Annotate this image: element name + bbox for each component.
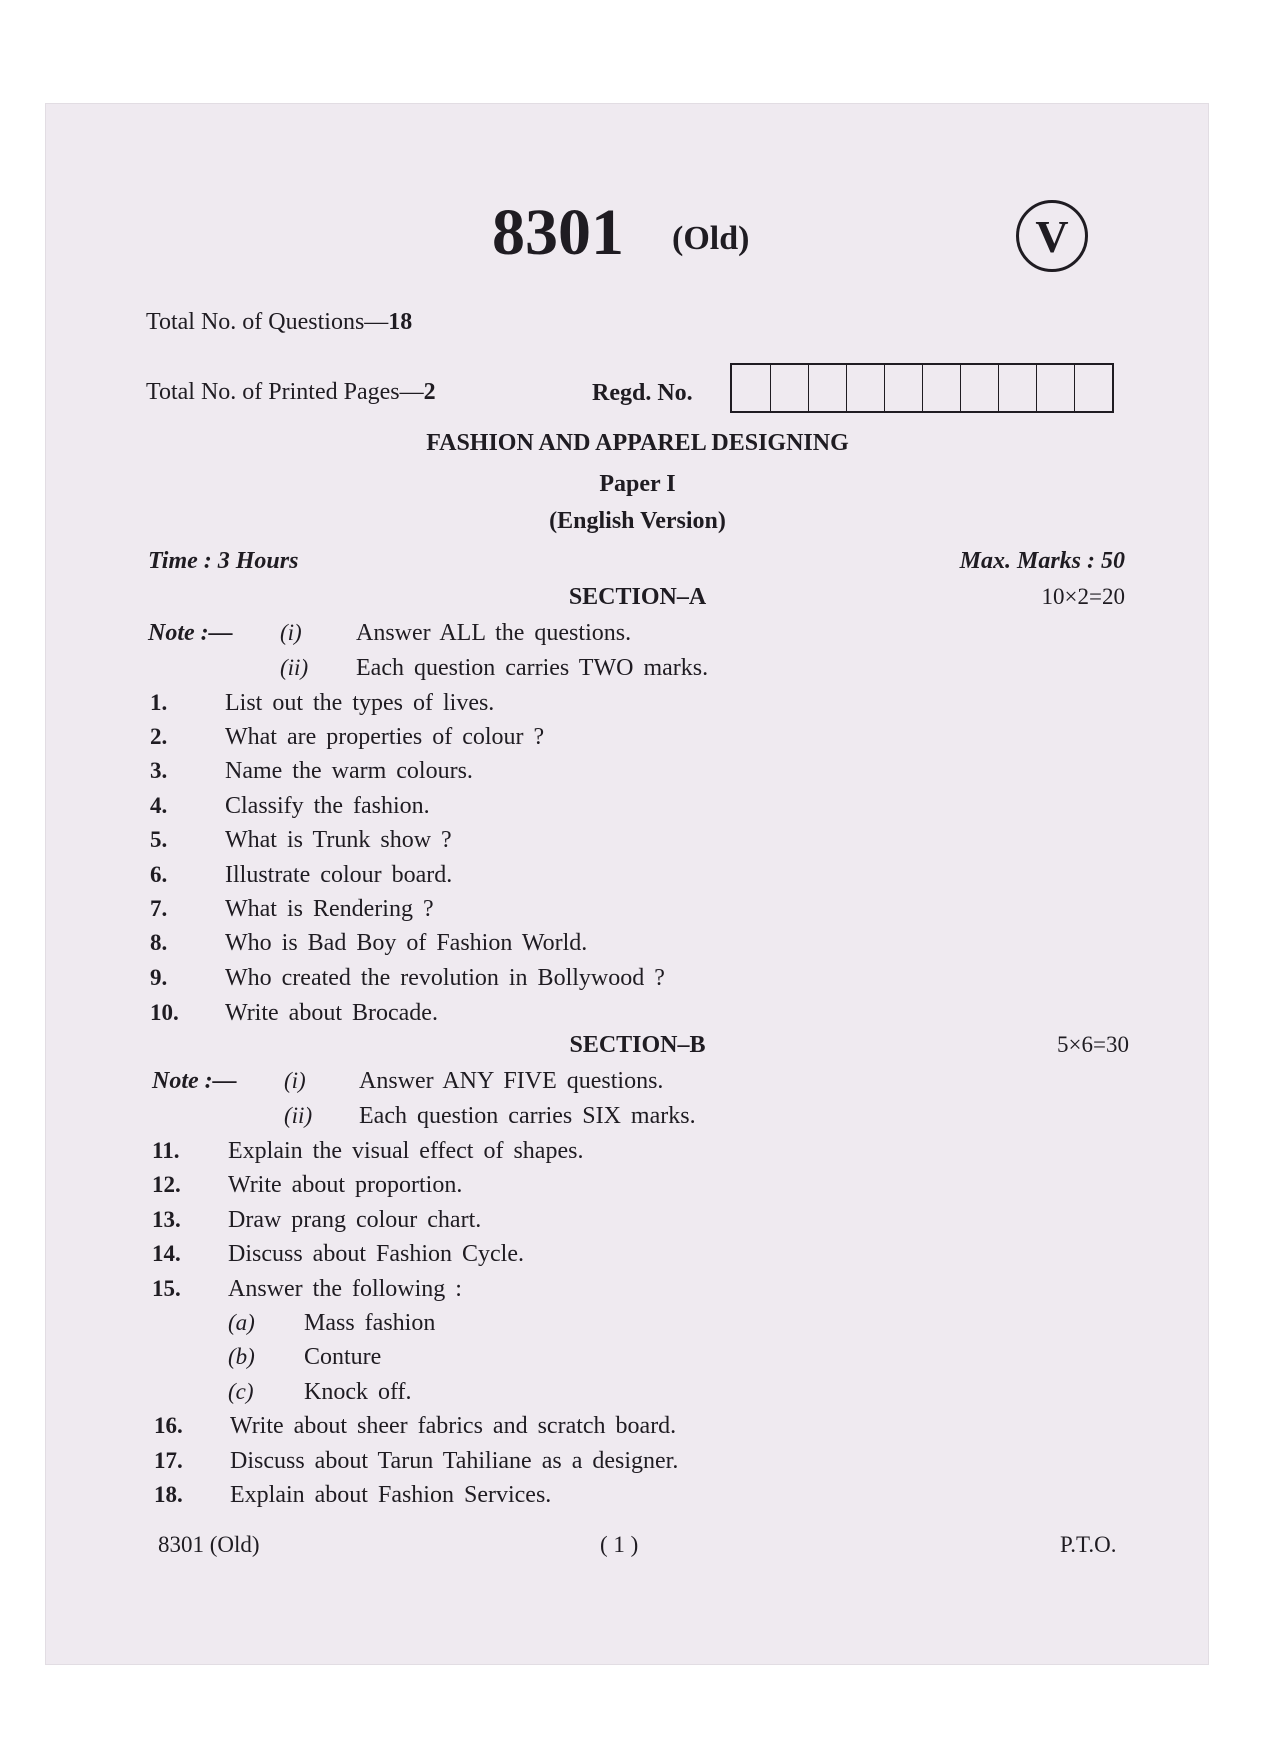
question-number: 14.: [152, 1241, 181, 1266]
version-mark: V: [1035, 210, 1069, 262]
subject-title: FASHION AND APPAREL DESIGNING: [426, 430, 849, 456]
regd-number-box[interactable]: [732, 365, 770, 411]
section-a-note-text: Each question carries TWO marks.: [356, 655, 709, 681]
question-number: 17.: [154, 1448, 183, 1473]
sub-question-label: (c): [228, 1379, 254, 1404]
section-b-note-num: (ii): [284, 1103, 313, 1128]
paper-code: 8301: [492, 196, 624, 269]
question-text: Answer the following :: [228, 1276, 462, 1302]
footer-page-number: ( 1 ): [600, 1532, 639, 1557]
question-number: 3.: [150, 758, 168, 783]
question-text: Draw prang colour chart.: [228, 1207, 482, 1233]
question-text: Explain about Fashion Services.: [230, 1482, 552, 1508]
question-text: What is Rendering ?: [225, 896, 434, 922]
question-text: Classify the fashion.: [225, 793, 430, 819]
regd-number-box[interactable]: [998, 365, 1036, 411]
question-text: Illustrate colour board.: [225, 862, 453, 888]
question-text: Discuss about Fashion Cycle.: [228, 1241, 524, 1267]
footer-pto: P.T.O.: [1060, 1532, 1117, 1557]
regd-label: Regd. No.: [592, 380, 693, 406]
section-b-note-label: Note :—: [152, 1068, 237, 1094]
sub-question-text: Knock off.: [304, 1379, 412, 1405]
section-b-note-text: Answer ANY FIVE questions.: [359, 1068, 664, 1094]
sub-question-label: (a): [228, 1310, 255, 1335]
section-a-note-text: Answer ALL the questions.: [356, 620, 632, 646]
section-b-note-num: (i): [284, 1068, 306, 1093]
question-text: List out the types of lives.: [225, 690, 495, 716]
question-number: 4.: [150, 793, 168, 818]
section-a-scheme: 10×2=20: [1041, 584, 1125, 609]
regd-number-box[interactable]: [884, 365, 922, 411]
question-text: Write about sheer fabrics and scratch board.: [230, 1413, 677, 1439]
sub-question-text: Conture: [304, 1344, 382, 1370]
question-number: 15.: [152, 1276, 181, 1301]
question-number: 18.: [154, 1482, 183, 1507]
total-pages: [146, 380, 436, 404]
question-number: 8.: [150, 930, 168, 955]
total-questions: [146, 310, 412, 334]
question-text: Who created the revolution in Bollywood ?: [225, 965, 665, 991]
regd-number-box[interactable]: [808, 365, 846, 411]
section-b-note-text: Each question carries SIX marks.: [359, 1103, 696, 1129]
question-text: Name the warm colours.: [225, 758, 473, 784]
regd-number-box[interactable]: [1036, 365, 1074, 411]
question-number: 6.: [150, 862, 168, 887]
sub-question-label: (b): [228, 1344, 255, 1369]
question-text: Write about Brocade.: [225, 1000, 438, 1026]
version-mark-circle: [1016, 200, 1088, 272]
regd-number-box[interactable]: [960, 365, 998, 411]
question-text: Write about proportion.: [228, 1172, 463, 1198]
question-text: What are properties of colour ?: [225, 724, 545, 750]
regd-number-box[interactable]: [922, 365, 960, 411]
question-number: 13.: [152, 1207, 181, 1232]
regd-number-box[interactable]: [770, 365, 808, 411]
section-a-note-label: Note :—: [148, 620, 233, 646]
language-version: (English Version): [549, 508, 726, 534]
section-a-note-num: (ii): [280, 655, 309, 680]
paper-number: Paper I: [599, 471, 676, 497]
question-number: 1.: [150, 690, 168, 715]
section-b-scheme: 5×6=30: [1057, 1032, 1129, 1057]
max-marks: Max. Marks : 50: [959, 548, 1125, 574]
total-questions-label: Total No. of Questions—: [146, 309, 389, 335]
question-text: Discuss about Tarun Tahiliane as a designer.: [230, 1448, 679, 1474]
regd-number-box[interactable]: [846, 365, 884, 411]
total-pages-label: Total No. of Printed Pages—: [146, 379, 424, 405]
sub-question-text: Mass fashion: [304, 1310, 436, 1336]
question-number: 16.: [154, 1413, 183, 1438]
question-text: Explain the visual effect of shapes.: [228, 1138, 584, 1164]
question-number: 9.: [150, 965, 168, 990]
regd-number-box[interactable]: [1074, 365, 1112, 411]
regd-number-boxes[interactable]: [730, 363, 1114, 413]
section-b-title: SECTION–B: [569, 1032, 706, 1058]
question-number: 7.: [150, 896, 168, 921]
total-questions-value: 18: [388, 309, 413, 335]
question-number: 5.: [150, 827, 168, 852]
footer-paper-code: 8301 (Old): [158, 1532, 260, 1557]
total-pages-value: 2: [423, 379, 436, 405]
question-number: 2.: [150, 724, 168, 749]
question-text: What is Trunk show ?: [225, 827, 452, 853]
section-a-note-num: (i): [280, 620, 302, 645]
question-text: Who is Bad Boy of Fashion World.: [225, 930, 588, 956]
question-number: 11.: [152, 1138, 180, 1163]
time-allowed: Time : 3 Hours: [148, 548, 299, 574]
paper-code-suffix: (Old): [672, 220, 750, 257]
question-number: 10.: [150, 1000, 179, 1025]
section-a-title: SECTION–A: [568, 584, 707, 610]
question-number: 12.: [152, 1172, 181, 1197]
